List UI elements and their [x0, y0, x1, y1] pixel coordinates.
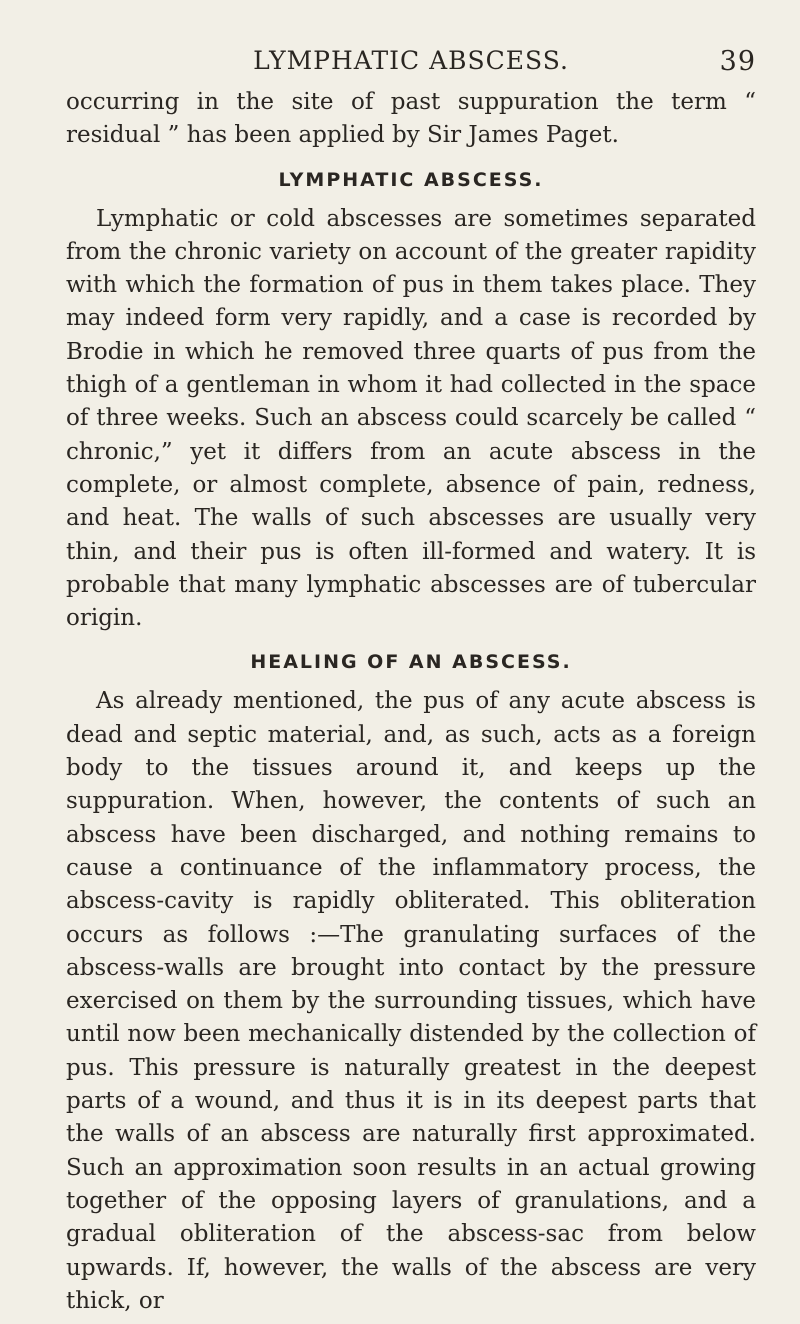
section-heading-healing-of-an-abscess: HEALING OF AN ABSCESS. — [250, 651, 572, 674]
paragraph-healing-of-an-abscess: As already mentioned, the pus of any acute abscess is dead and septic material, and, as such, acts as a foreign body to the tissues around it, and keeps up the suppuration. When, however, the contents of such an abscess have been discharged, and nothing remains to cause a continuance of the inflammatory process, the abscess-cavity is rapidly obliterated. This obliteration occurs as follows :—The granulating surfaces of the abscess-walls are brought into contact by the pressure exercised on them by the surrounding tissues, which have until now been mechanically distended by the collection of pus. This pressure is naturally greatest in the deepest parts of a wound, and thus it is in its deepest parts that the walls of an abscess are naturally first approximated. Such an approximation soon results in an actual growing together of the opposing layers of granulations, and a gradual obliteration of the abscess-sac from below upwards. If, however, the walls of the abscess are very thick, or — [66, 688, 756, 1314]
intro-paragraph: occurring in the site of past suppuration the term “ residual ” has been applied by Sir James Paget. — [66, 89, 756, 149]
running-header — [66, 46, 756, 86]
section-heading-lymphatic-abscess: LYMPHATIC ABSCESS. — [278, 168, 544, 191]
running-header-title: LYMPHATIC ABSCESS. — [253, 46, 569, 75]
book-page — [66, 46, 756, 1318]
page-number: 39 — [719, 46, 756, 77]
paragraph-lymphatic-abscess: Lymphatic or cold abscesses are sometimes separated from the chronic variety on account of the greater rapidity with which the formation of pus in them takes place. They may indeed form very rapidly, and a case is recorded by Brodie in which he removed three quarts of pus from the thigh of a gentleman in whom it had collected in the space of three weeks. Such an abscess could scarcely be called “ chronic,” yet it differs from an acute abscess in the complete, or almost complete, absence of pain, redness, and heat. The walls of such abscesses are usually very thin, and their pus is often ill-formed and watery. It is probable that many lymphatic abscesses are of tubercular origin. — [66, 205, 756, 632]
